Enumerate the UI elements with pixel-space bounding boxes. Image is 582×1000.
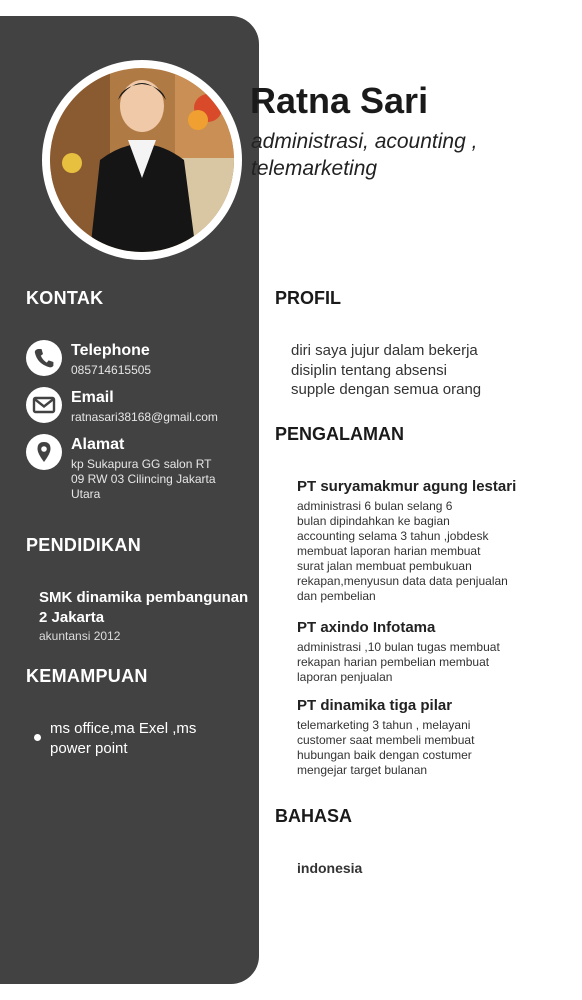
profile-heading: PROFIL [275,288,341,308]
job-desc-line: laporan penjualan [297,670,393,684]
skill-line: ms office,ma Exel ,ms [50,720,197,737]
job-desc-line: hubungan baik dengan costumer [297,748,472,762]
address-line: 09 RW 03 Cilincing Jakarta [71,472,216,486]
job-desc-line: administrasi ,10 bulan tugas membuat [297,640,500,654]
contact-label-telephone: Telephone [71,342,150,359]
profile-line: supple dengan semua orang [291,381,482,398]
education-detail: akuntansi 2012 [39,629,121,643]
job-description [297,640,537,685]
job-desc-line: mengejar target bulanan [297,763,428,777]
job-desc-line: rekapan,menyusun data data penjualan [297,574,508,588]
title-line: administrasi, acounting , [251,130,478,153]
job-desc-line: dan pembelian [297,589,376,603]
address-value [71,457,241,502]
job-company: PT suryamakmur agung lestari [297,478,517,495]
education-heading: PENDIDIKAN [26,535,142,555]
profile-line: disiplin tentang absensi [291,362,447,379]
address-line: kp Sukapura GG salon RT [71,457,212,471]
job-desc-line: membuat laporan harian membuat [297,544,481,558]
job-company: PT dinamika tiga pilar [297,697,453,714]
title-line: telemarketing [251,157,378,180]
skills-heading: KEMAMPUAN [26,666,148,686]
job-description [297,718,537,778]
email-value[interactable]: ratnasari38168@gmail.com [71,410,218,424]
job-desc-line: accounting selama 3 tahun ,jobdesk [297,529,489,543]
skill-item [50,719,250,759]
job-desc-line: customer saat membeli membuat [297,733,475,747]
job-description [297,499,537,604]
job-desc-line: telemarketing 3 tahun , melayani [297,718,471,732]
phone-icon [26,340,62,376]
candidate-title [251,128,551,182]
experience-heading: PENGALAMAN [275,424,404,444]
education-school [39,588,254,628]
contact-label-address: Alamat [71,436,125,453]
envelope-icon [26,387,62,423]
candidate-name: Ratna Sari [250,80,429,121]
job-desc-line: rekapan harian pembelian membuat [297,655,490,669]
language-item: indonesia [297,860,363,876]
language-heading: BAHASA [275,806,353,826]
job-desc-line: bulan dipindahkan ke bagian [297,514,450,528]
address-line: Utara [71,487,101,501]
location-pin-icon [26,434,62,470]
bullet-icon [34,734,41,741]
profile-line: diri saya jujur dalam bekerja [291,342,478,359]
school-line: SMK dinamika pembangunan [39,589,249,606]
skill-line: power point [50,740,128,757]
profile-photo [50,68,234,252]
job-desc-line: administrasi 6 bulan selang 6 [297,499,453,513]
contact-heading: KONTAK [26,288,104,308]
job-desc-line: surat jalan membuat pembukuan [297,559,472,573]
job-company: PT axindo Infotama [297,619,436,636]
contact-label-email: Email [71,389,114,406]
telephone-value[interactable]: 085714615505 [71,363,152,377]
school-line: 2 Jakarta [39,609,105,626]
